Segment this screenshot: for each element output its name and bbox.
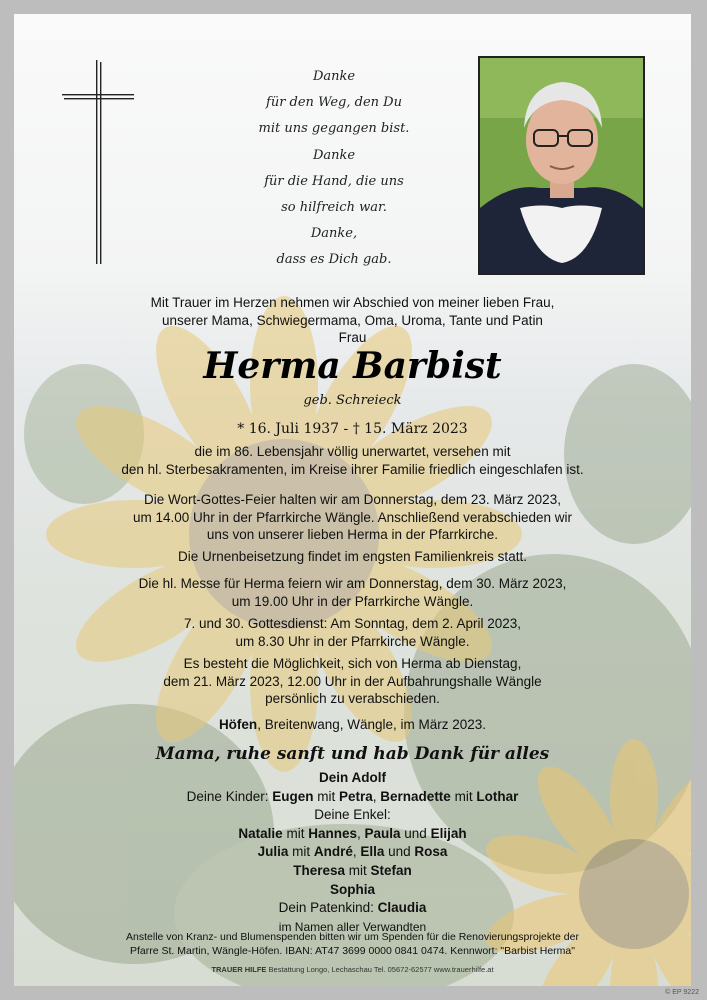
poem-line: für die Hand, die uns	[264, 173, 404, 189]
kid-name: Eugen	[272, 788, 314, 804]
grandchild-name: Ella	[360, 844, 385, 860]
footer-imprint	[14, 965, 691, 975]
viewing-line: Es besteht die Möglichkeit, sich von Herma ab Dienstag,	[183, 656, 522, 671]
godchild-label: Dein Patenkind:	[278, 900, 378, 916]
intro-text	[14, 294, 691, 347]
gottesdienst-line: um 8.30 Uhr in der Pfarrkirche Wängle.	[235, 633, 470, 649]
place-rest: , Breitenwang, Wängle, im März 2023.	[257, 717, 487, 732]
kid-name: Bernadette	[380, 788, 451, 804]
mass-line: um 19.00 Uhr in der Pfarrkirche Wängle.	[231, 593, 474, 609]
mass-text	[14, 575, 691, 610]
poem-line: Danke,	[310, 226, 358, 242]
connector: mit	[345, 862, 371, 878]
connector: mit	[313, 788, 339, 804]
poem-line: dass es Dich gab.	[276, 252, 392, 268]
passing-line: die im 86. Lebensjahr völlig unerwartet, versehen mit	[194, 444, 511, 459]
grand-line	[14, 825, 691, 844]
viewing-line: persönlich zu verabschieden.	[265, 691, 440, 706]
poem-line: mit uns gegangen bist.	[258, 121, 410, 137]
gottesdienst-text	[14, 615, 691, 650]
connector: und	[400, 825, 431, 841]
grandchild-name: Elijah	[430, 825, 467, 841]
gottesdienst-line: 7. und 30. Gottesdienst: Am Sonntag, dem 2. April 2023,	[184, 616, 521, 631]
portrait-photo	[478, 56, 645, 275]
grandchild-name: Julia	[257, 844, 289, 860]
viewing-text	[14, 655, 691, 708]
kids-line	[14, 788, 691, 807]
place-bold: Höfen	[218, 717, 258, 732]
grandchild-name: Paula	[364, 825, 401, 841]
intro-line: unserer Mama, Schwiegermama, Oma, Uroma, Tante und Patin	[162, 312, 543, 328]
grandchild-name: Rosa	[414, 844, 448, 860]
passing-text	[14, 443, 691, 478]
service-line: Die Wort-Gottes-Feier halten wir am Donnerstag, dem 23. März 2023,	[144, 492, 561, 507]
poem-line: Danke	[312, 69, 356, 84]
print-code: © EP 9222	[665, 989, 699, 996]
service-line: uns von unserer lieben Herma in der Pfarrkirche.	[206, 527, 499, 542]
godchild-line	[14, 899, 691, 918]
connector: mit	[282, 825, 309, 841]
passing-line: den hl. Sterbesakramenten, im Kreise ihrer Familie friedlich eingeschlafen ist.	[121, 461, 584, 477]
poem	[224, 64, 444, 274]
husband	[14, 769, 691, 788]
service-text	[14, 491, 691, 544]
grandchild-name: Sophia	[329, 881, 375, 897]
grand-line	[14, 843, 691, 862]
connector: ,	[352, 844, 361, 860]
intro-line: Mit Trauer im Herzen nehmen wir Abschied von meiner lieben Frau,	[150, 295, 555, 310]
kids-label: Deine Kinder:	[186, 788, 273, 804]
grandchild-name: Theresa	[293, 862, 345, 878]
donation-note	[14, 930, 691, 958]
poem-line: Danke	[312, 147, 356, 163]
life-dates: * 16. Juli 1937 - † 15. März 2023	[237, 421, 468, 437]
grandchild-name: André	[313, 844, 353, 860]
godchild-name: Claudia	[377, 900, 427, 916]
intro-line: Frau	[338, 330, 367, 345]
viewing-line: dem 21. März 2023, 12.00 Uhr in der Aufbahrungshalle Wängle	[163, 673, 542, 689]
donation-line: Pfarre St. Martin, Wängle-Höfen. IBAN: AT47 3699 0000 0841 0474. Kennwort: "Barbist Herma"	[130, 945, 575, 957]
donation-line: Anstelle von Kranz- und Blumenspenden bitten wir um Spenden für die Renovierungsprojekte der	[126, 931, 579, 943]
connector: und	[384, 844, 415, 860]
grandchild-name: Hannes	[308, 825, 357, 841]
mass-line: Die hl. Messe für Herma feiern wir am Donnerstag, dem 30. März 2023,	[138, 576, 567, 591]
grandchild-name: Natalie	[238, 825, 283, 841]
grand-line	[14, 881, 691, 900]
place-date	[14, 716, 691, 734]
kid-name: Lothar	[476, 788, 519, 804]
deceased-name: Herma Barbist	[203, 345, 502, 387]
footer-brand: TRAUER HILFE	[211, 965, 267, 974]
maiden-name: geb. Schreieck	[303, 393, 402, 408]
grand-label: Deine Enkel:	[314, 807, 391, 823]
family-list	[14, 769, 691, 936]
cross-icon	[62, 60, 136, 266]
connector: ,	[356, 825, 365, 841]
connector: mit	[450, 788, 477, 804]
kid-name: Petra	[339, 788, 373, 804]
obituary-sheet	[14, 14, 691, 986]
grandchild-name: Stefan	[370, 862, 412, 878]
connector: mit	[288, 844, 314, 860]
husband-name: Dein Adolf	[319, 770, 386, 785]
poem-line: so hilfreich war.	[281, 200, 387, 216]
service-line: um 14.00 Uhr in der Pfarrkirche Wängle. Anschließend verabschieden wir	[133, 509, 572, 525]
relatives-line: im Namen aller Verwandten	[278, 919, 427, 934]
poem-line: für den Weg, den Du	[266, 95, 402, 111]
footer-text: Bestattung Longo, Lechaschau Tel. 05672-62577 www.trauerhilfe.at	[266, 965, 494, 974]
connector: ,	[372, 788, 381, 804]
farewell-line: Mama, ruhe sanft und hab Dank für alles	[155, 744, 550, 764]
grand-line	[14, 862, 691, 881]
urn-text: Die Urnenbeisetzung findet im engsten Familienkreis statt.	[178, 549, 527, 564]
